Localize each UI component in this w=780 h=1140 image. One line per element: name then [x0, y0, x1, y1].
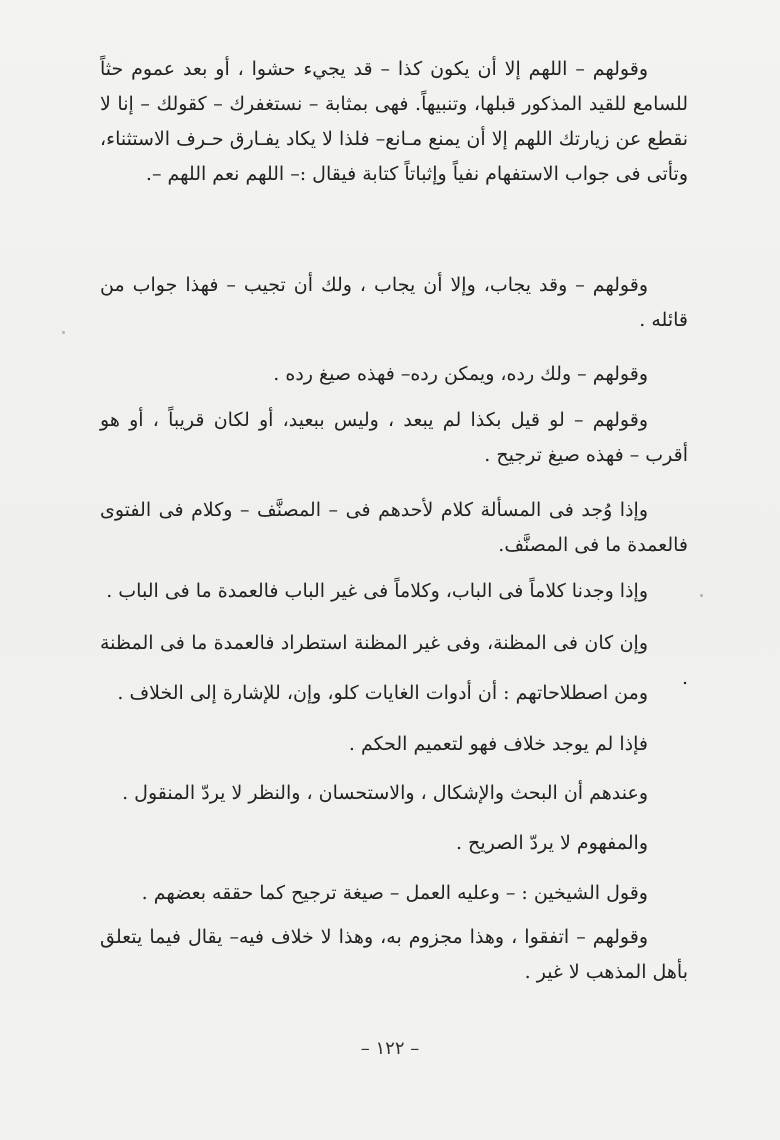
paragraph-mafhum: والمفهوم لا يردّ الصريح .	[455, 832, 648, 854]
paragraph-yujab: وقولهم – وقد يجاب، وإلا أن يجاب ، ولك أن تجيب – فهذا جواب من قائله .	[100, 274, 688, 331]
paragraph-mazinna: وإن كان فى المظنة، وفى غير المظنة استطراد فالعمدة ما فى المظنة .	[100, 632, 688, 689]
paragraph-tarjih: وقولهم – لو قيل بكذا لم يبعد ، وليس ببعيد، أو لكان قريباً ، أو هو أقرب – فهذه صيغ ترجيح .	[100, 409, 688, 466]
paragraph-allahumma: وقولهم – اللهم إلا أن يكون كذا – قد يجيء حشوا ، أو بعد عموم حثاً للسامع للقيد المذكور قبلها، وتنبيهاً. فهى بمثابة – نستغفرك – كقولك – إنا لا نقطع عن زيارتك اللهم إلا أن يمنع مـانع– فلذا لا يكاد يفـارق حـرف الاستثناء، وتأتى فى جواب الاستفهام نفياً وإثباتاً كتابة فيقال :– اللهم نعم اللهم –.	[100, 58, 688, 185]
paragraph-musannaf: وإذا وُجد فى المسألة كلام لأحدهم فى – المصنَّف – وكلام فى الفتوى فالعمدة ما فى المصنَّف.	[100, 499, 688, 556]
paragraph-radduhu: وقولهم – ولك رده، ويمكن رده– فهذه صيغ رده .	[273, 363, 648, 385]
scan-speck	[62, 331, 65, 334]
paragraph-ittafaqu: وقولهم – اتفقوا ، وهذا مجزوم به، وهذا لا خلاف فيه– يقال فيما يتعلق بأهل المذهب لا غير .	[100, 926, 688, 983]
paragraph-bahth: وعندهم أن البحث والإشكال ، والاستحسان ، والنظر لا يردّ المنقول .	[122, 782, 648, 804]
paragraph-shaykhayn: وقول الشيخين : – وعليه العمل – صيغة ترجيح كما حققه بعضهم .	[141, 882, 648, 904]
paragraph-istilahat: ومن اصطلاحاتهم : أن أدوات الغايات كلو، وإن، للإشارة إلى الخلاف .	[117, 682, 648, 704]
page-number: – ١٢٢ –	[360, 1038, 420, 1059]
paragraph-bab: وإذا وجدنا كلاماً فى الباب، وكلاماً فى غير الباب فالعمدة ما فى الباب .	[106, 580, 648, 602]
paragraph-tamim: فإذا لم يوجد خلاف فهو لتعميم الحكم .	[348, 733, 648, 755]
scan-speck	[700, 594, 703, 597]
